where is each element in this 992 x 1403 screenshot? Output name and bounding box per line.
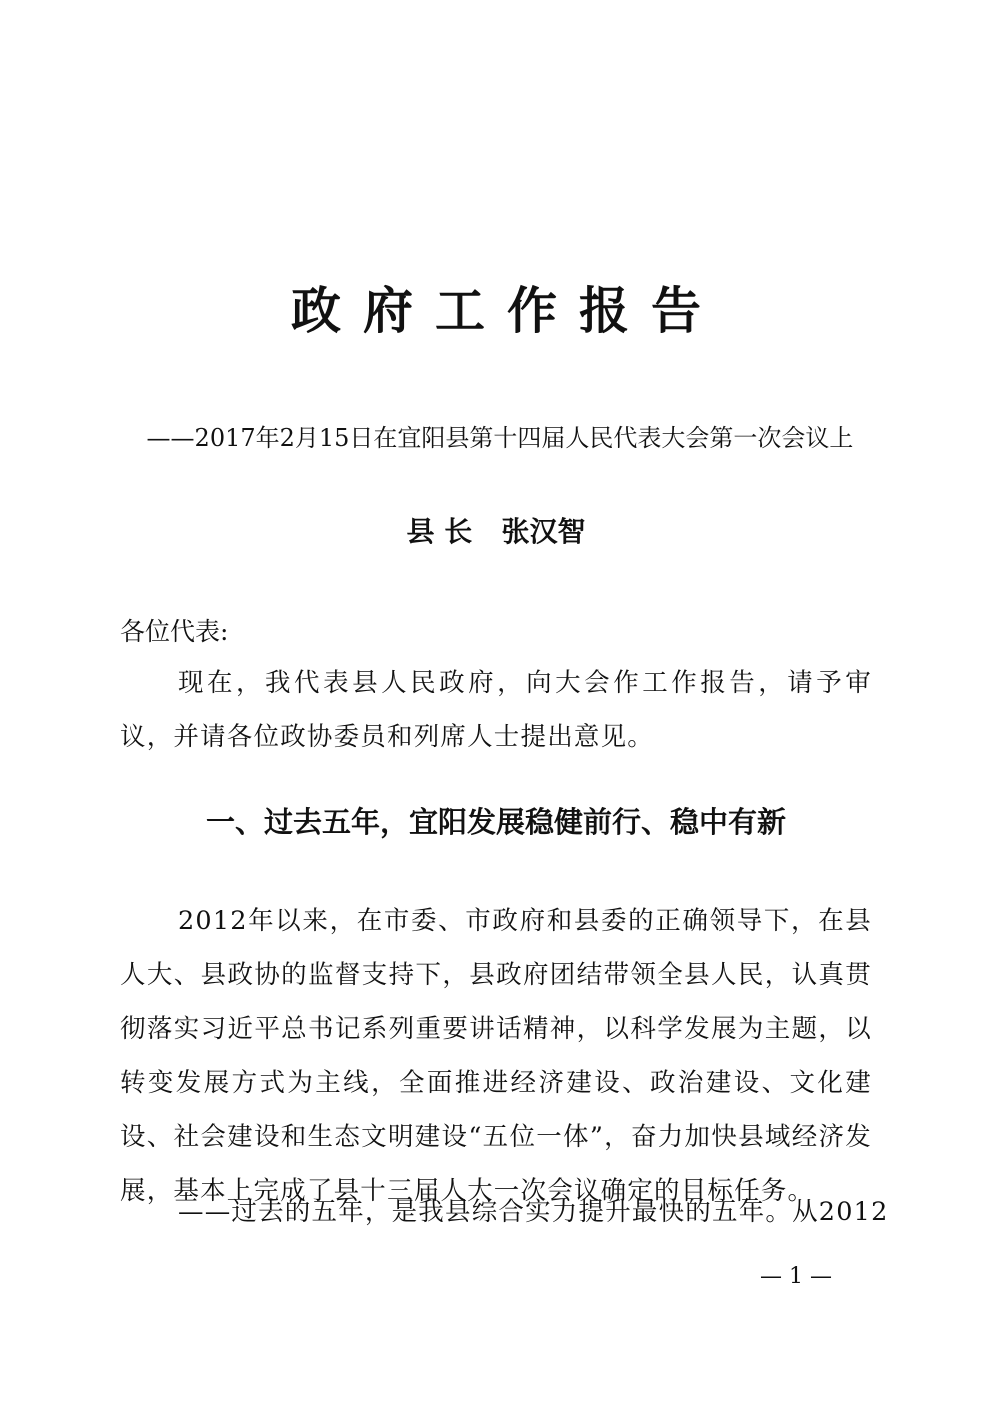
salutation: 各位代表: xyxy=(120,617,229,646)
paragraph-overview: 2012年以来，在市委、市政府和县委的正确领导下，在县人大、县政协的监督支持下，县政府团结带领全县人民，认真贯彻落实习近平总书记系列重要讲话精神，以科学发展为主题，以转变发展方式为主线，全面推进经济建设、政治建设、文化建设、社会建设和生态文明建设“五位一体”，奋力加快县域经济发展，基本上完成了县十三届人大一次会议确定的目标任务。 xyxy=(120,906,872,1206)
page-number: — 1 — xyxy=(760,1264,832,1289)
paragraph-intro: 现在，我代表县人民政府，向大会作工作报告，请予审议，并请各位政协委员和列席人士提出意见。 xyxy=(120,668,872,752)
paragraph-continued: ——过去的五年，是我县综合实力提升最快的五年。从2012 xyxy=(178,1197,889,1227)
document-subtitle: ——2017年2月15日在宜阳县第十四届人民代表大会第一次会议上 xyxy=(146,424,854,452)
section-heading: 一、过去五年，宜阳发展稳健前行、稳中有新 xyxy=(205,805,786,839)
document-author: 县 长 张汉智 xyxy=(406,515,586,548)
document-title: 政府工作报告 xyxy=(291,282,723,340)
